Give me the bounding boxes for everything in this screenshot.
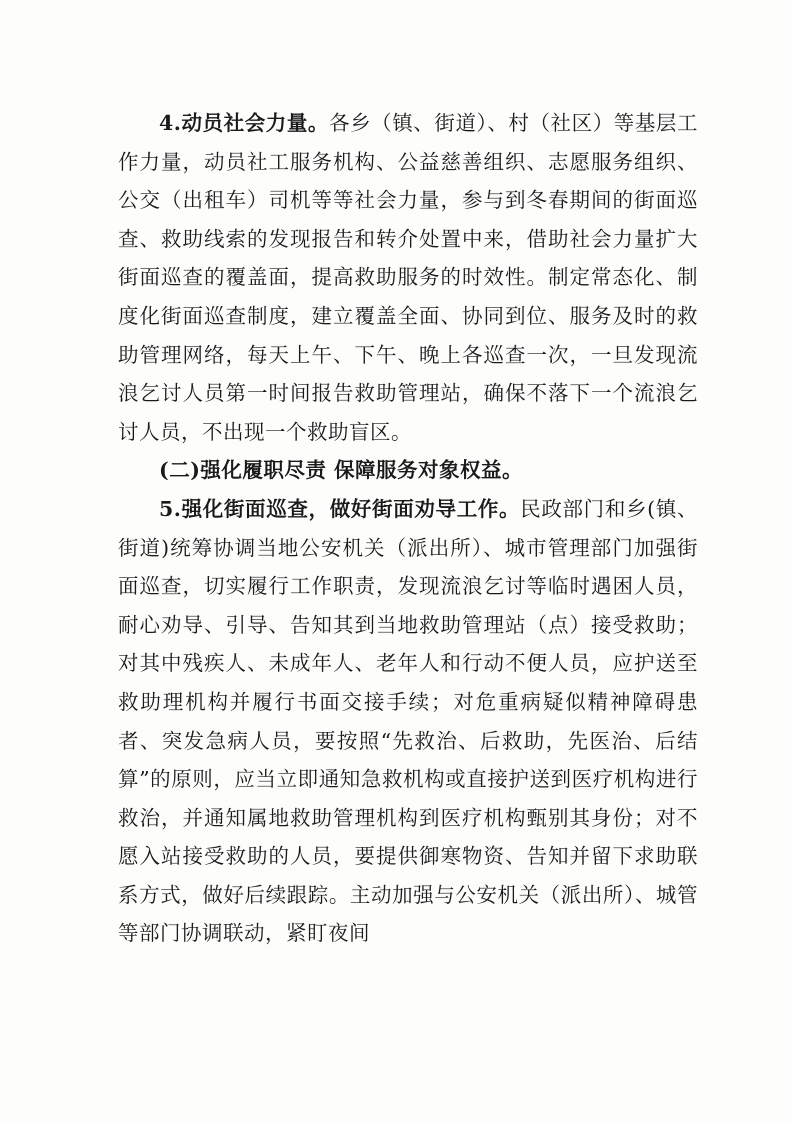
paragraph-lead: 4.动员社会力量。 <box>159 111 329 135</box>
paragraph-street-patrol <box>118 490 698 953</box>
section-heading: (二)强化履职尽责 保障服务对象权益。 <box>159 458 524 483</box>
paragraph-lead: 5.强化街面巡查，做好街面劝导工作。 <box>159 496 521 521</box>
paragraph-text: 各乡（镇、街道）、村（社区）等基层工作力量，动员社工服务机构、公益慈善组织、志愿服务组织、公交（出租车）司机等等社会力量，参与到冬春期间的街面巡查、救助线索的发现报告和转介处置中来，借助社会力量扩大街面巡查的覆盖面，提高救助服务的时效性。制定常态化、制度化街面巡查制度，建立覆盖全面、协同到位、服务及时的救助管理网络，每天上午、下午、晚上各巡查一次，一旦发现流浪乞讨人员第一时间报告救助管理站，确保不落下一个流浪乞讨人员，不出现一个救助盲区。 <box>118 111 699 444</box>
paragraph-text: 民政部门和乡(镇、街道)统筹协调当地公安机关（派出所）、城市管理部门加强街面巡查，切实履行工作职责，发现流浪乞讨等临时遇困人员，耐心劝导、引导、告知其到当地救助管理站（点）接受救助；对其中残疾人、未成年人、老年人和行动不便人员，应护送至救助理机构并履行书面交接手续；对危重病疑似精神障碍患者、突发急病人员，要按照“先救治、后救助，先医治、后结算”的原则，应当立即通知急救机构或直接护送到医疗机构进行救治，并通知属地救助管理机构到医疗机构甄别其身份；对不愿入站接受救助的人员，要提供御寒物资、告知并留下求助联系方式，做好后续跟踪。主动加强与公安机关（派出所）、城管等部门协调联动，紧盯夜间 <box>118 496 698 946</box>
paragraph-mobilize-social-forces <box>118 104 698 451</box>
document-body <box>118 104 698 953</box>
